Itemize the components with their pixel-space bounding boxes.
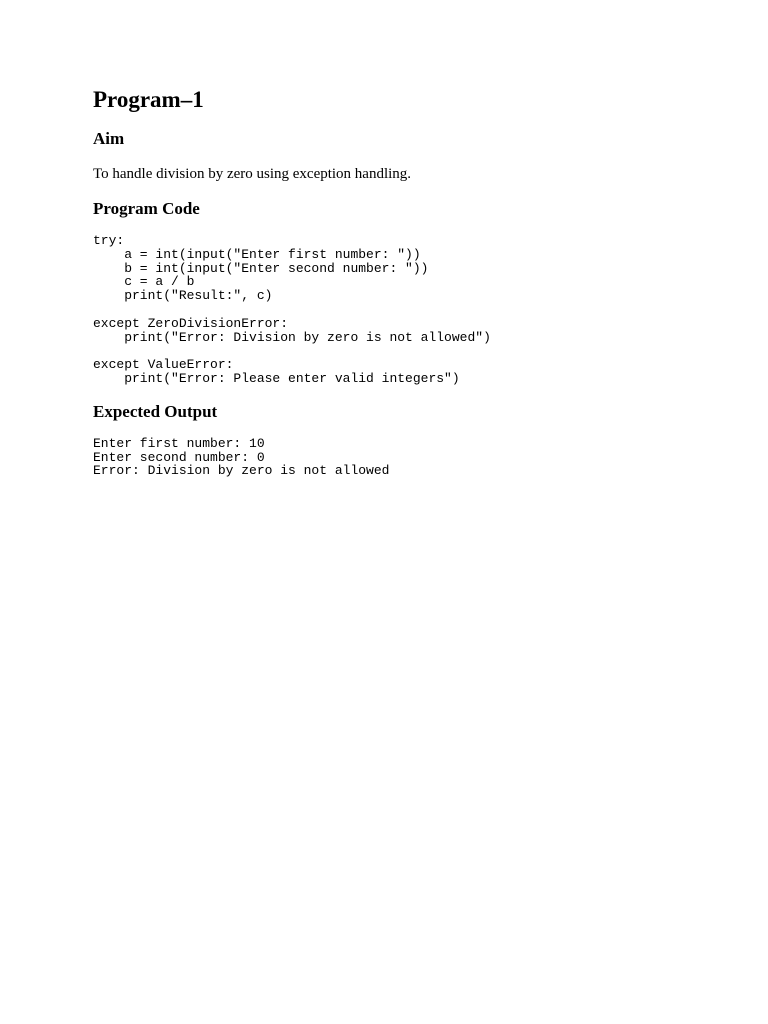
program-code-block: try: a = int(input("Enter first number: ")) b = int(input("Enter second number: ")) c = a / b print("Result:", c) except ZeroDivisionError: print("Error: Division by zero is not allowed") except ValueError: print("Error: Please enter valid integers"): [93, 233, 491, 386]
aim-text: To handle division by zero using exception handling.: [93, 166, 412, 182]
program-code-heading: Program Code: [93, 199, 200, 218]
expected-output-block: Enter first number: 10 Enter second number: 0 Error: Division by zero is not allowed: [93, 435, 390, 479]
aim-heading: Aim: [93, 129, 125, 148]
document-page: [93, 86, 733, 478]
page-title: Program–1: [93, 87, 204, 112]
expected-output-heading: Expected Output: [93, 401, 218, 421]
